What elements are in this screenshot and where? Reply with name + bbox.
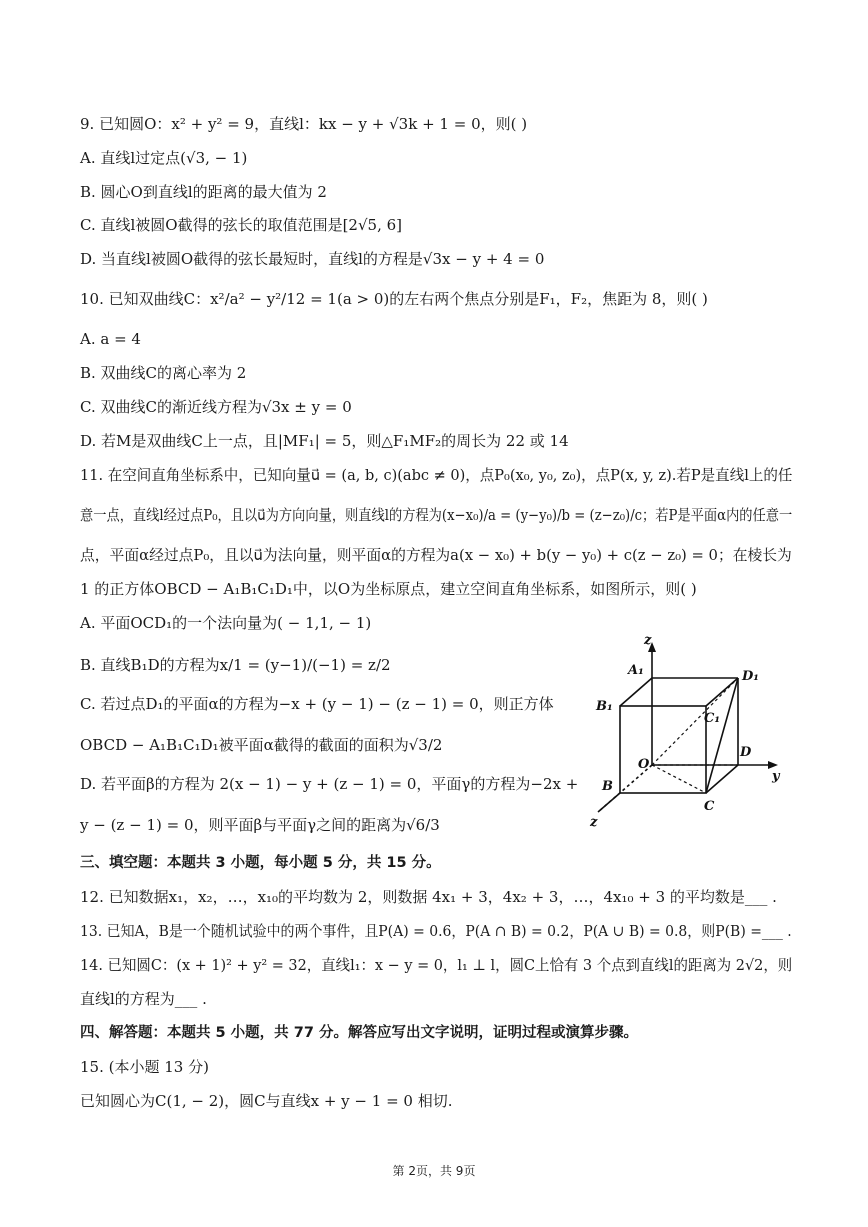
label-d1: D₁ — [742, 669, 759, 684]
q10-option-c: C. 双曲线C的渐近线方程为√3x ± y = 0 — [80, 398, 352, 416]
label-c1: C₁ — [704, 711, 721, 726]
q15-text: 已知圆心为C(1, − 2)，圆C与直线x + y − 1 = 0 相切. — [80, 1092, 453, 1110]
q11-line-4: 1 的正方体OBCD − A₁B₁C₁D₁中，以O为坐标原点，建立空间直角坐标系，如图所示，则( ) — [80, 580, 697, 598]
edge-b1a1 — [620, 678, 652, 706]
label-x-axis: z — [590, 815, 598, 830]
q11-option-d-2: y − (z − 1) = 0，则平面β与平面γ之间的距离为√6/3 — [80, 816, 440, 834]
q10-option-b: B. 双曲线C的离心率为 2 — [80, 364, 247, 382]
q11-option-c-2: OBCD − A₁B₁C₁D₁被平面α截得的截面的面积为√3/2 — [80, 736, 443, 754]
q11-option-d-1: D. 若平面β的方程为 2(x − 1) − y + (z − 1) = 0，平面γ的方程为−2x + — [80, 775, 579, 793]
diag-cd1 — [706, 678, 738, 793]
q14-line-1: 14. 已知圆C：(x + 1)² + y² = 32，直线l₁：x − y = 0，l₁ ⊥ l，圆C上恰有 3 个点到直线l的距离为 2√2，则 — [80, 956, 793, 974]
front-face — [620, 706, 706, 793]
q9-option-c: C. 直线l被圆O截得的弦长的取值范围是[2√5, 6] — [80, 216, 403, 234]
q10-option-a: A. a = 4 — [80, 330, 141, 348]
label-y: y — [772, 769, 780, 784]
q9-option-a: A. 直线l过定点(√3, − 1) — [80, 149, 248, 167]
section-3-heading: 三、填空题：本题共 3 小题，每小题 5 分，共 15 分。 — [80, 855, 441, 871]
q14-line-2: 直线l的方程为___ . — [80, 990, 207, 1008]
section-4-heading: 四、解答题：本题共 5 小题，共 77 分。解答应写出文字说明，证明过程或演算步骤。 — [80, 1025, 638, 1041]
q11-line-2: 意一点，直线l经过点P₀，且以u⃗为方向向量，则直线l的方程为(x−x₀)/a = (y−y₀)/b = (z−z₀)/c；若P是平面α内的任意一 — [80, 506, 793, 524]
q11-option-b: B. 直线B₁D的方程为x/1 = (y−1)/(−1) = z/2 — [80, 656, 391, 674]
q9-stem: 9. 已知圆O：x² + y² = 9，直线l：kx − y + √3k + 1 = 0，则( ) — [80, 115, 528, 133]
q9-option-d: D. 当直线l被圆O截得的弦长最短时，直线l的方程是√3x − y + 4 = 0 — [80, 250, 545, 268]
q10-stem: 10. 已知双曲线C：x²/a² − y²/12 = 1(a > 0)的左右两个焦点分别是F₁，F₂，焦距为 8，则( ) — [80, 290, 708, 308]
cube-figure — [580, 630, 790, 830]
q11-line-3: 点，平面α经过点P₀，且以u⃗为法向量，则平面α的方程为a(x − x₀) + b(y − y₀) + c(z − z₀) = 0；在棱长为 — [80, 546, 792, 564]
label-c: C — [704, 799, 715, 814]
q11-line-1: 11. 在空间直角坐标系中，已知向量u⃗ = (a, b, c)(abc ≠ 0)，点P₀(x₀, y₀, z₀)，点P(x, y, z).若P是直线l上的任 — [80, 466, 793, 484]
y-axis-arrow — [768, 761, 778, 769]
x-axis — [598, 793, 620, 812]
q13: 13. 已知A，B是一个随机试验中的两个事件，且P(A) = 0.6，P(A ∩ B) = 0.2，P(A ∪ B) = 0.8，则P(B) =___ . — [80, 922, 792, 940]
q12: 12. 已知数据x₁，x₂，…，x₁₀的平均数为 2，则数据 4x₁ + 3，4x₂ + 3，…，4x₁₀ + 3 的平均数是___ . — [80, 888, 777, 906]
q15-title: 15. (本小题 13 分) — [80, 1058, 209, 1076]
label-o: O — [638, 757, 650, 772]
label-b: B — [602, 779, 613, 794]
edge-cd — [706, 765, 738, 793]
label-a1: A₁ — [628, 663, 644, 678]
label-z-top: z — [644, 633, 652, 648]
q11-option-a: A. 平面OCD₁的一个法向量为( − 1,1, − 1) — [80, 614, 372, 632]
q10-option-d: D. 若M是双曲线C上一点，且|MF₁| = 5，则△F₁MF₂的周长为 22 或 14 — [80, 432, 569, 450]
diag-oc — [652, 765, 706, 793]
q11-option-c-1: C. 若过点D₁的平面α的方程为−x + (y − 1) − (z − 1) = 0，则正方体 — [80, 695, 554, 713]
q9-option-b: B. 圆心O到直线l的距离的最大值为 2 — [80, 183, 327, 201]
label-d: D — [740, 745, 752, 760]
page-footer: 第 2页，共 9页 — [392, 1164, 476, 1178]
label-b1: B₁ — [596, 699, 613, 714]
